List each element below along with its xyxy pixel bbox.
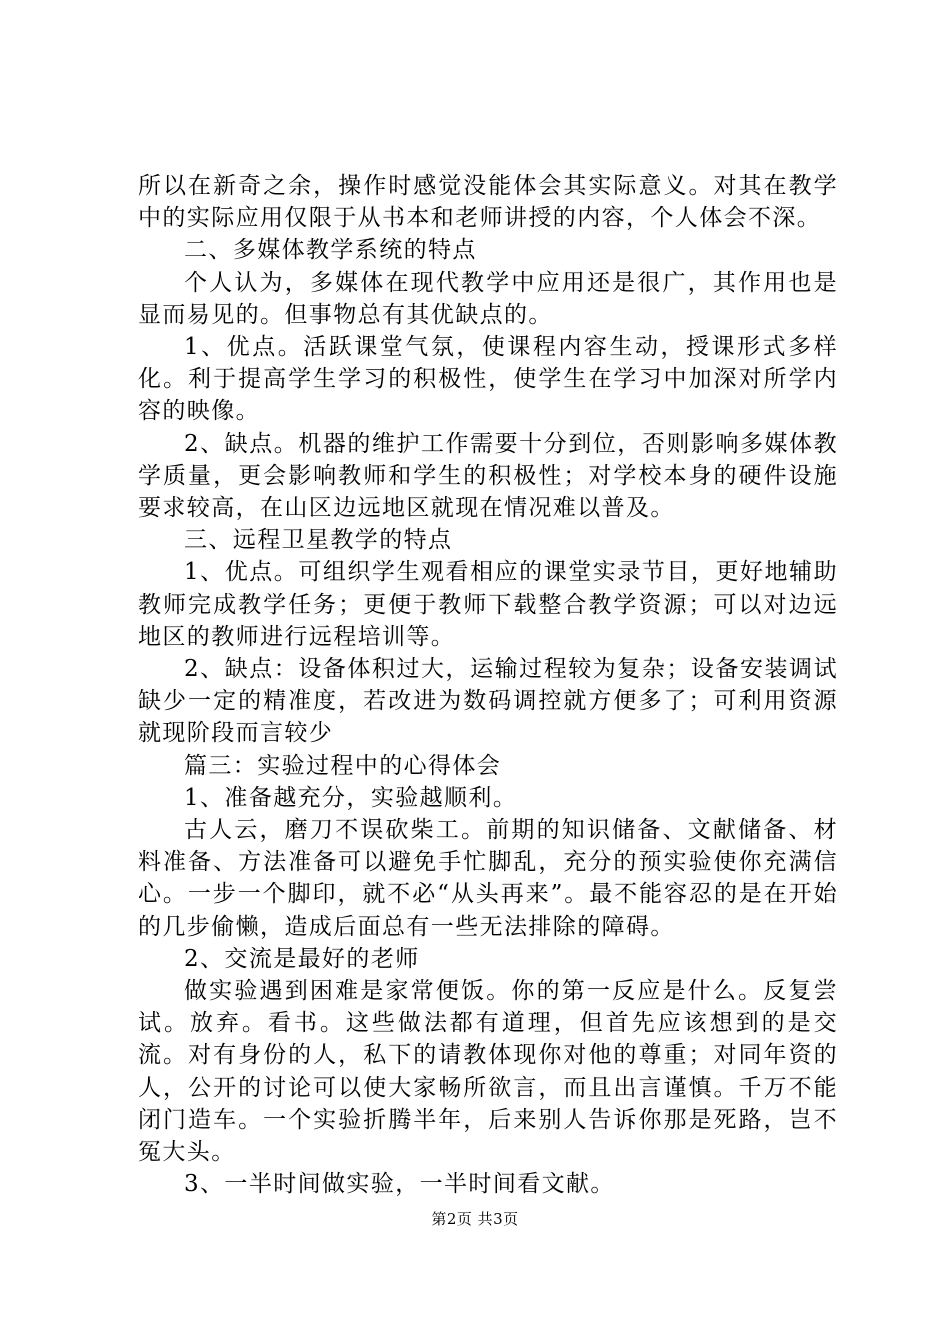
section-heading-multimedia: 二、多媒体教学系统的特点 bbox=[184, 237, 477, 264]
paragraph-multimedia-disadvantages: 2、缺点。机器的维护工作需要十分到位，否则影响多媒体教学质量，更会影响教师和学生的积极性；对学校本身的硬件设施要求较高，在山区边远地区就现在情况难以普及。 bbox=[138, 430, 838, 522]
paragraph-continuation: 所以在新奇之余，操作时感觉没能体会其实际意义。对其在教学中的实际应用仅限于从书本和老师讲授的内容，个人体会不深。 bbox=[138, 173, 838, 232]
paragraph-multimedia-intro: 个人认为，多媒体在现代教学中应用还是很广，其作用也是显而易见的。但事物总有其优缺点的。 bbox=[138, 269, 838, 328]
chapter-heading-experiment: 篇三：实验过程中的心得体会 bbox=[184, 752, 502, 779]
page-number-footer: 第2页 共3页 bbox=[431, 1210, 519, 1228]
subheading-communication: 2、交流是最好的老师 bbox=[184, 945, 420, 972]
document-body bbox=[138, 170, 838, 1201]
section-heading-satellite: 三、远程卫星教学的特点 bbox=[184, 527, 453, 554]
subheading-literature: 3、一半时间做实验，一半时间看文献。 bbox=[184, 1171, 615, 1198]
subheading-preparation: 1、准备越充分，实验越顺利。 bbox=[184, 784, 518, 811]
paragraph-satellite-disadvantages: 2、缺点：设备体积过大，运输过程较为复杂；设备安装调试缺少一定的精准度，若改进为数码调控就方便多了；可利用资源就现阶段而言较少 bbox=[138, 656, 838, 747]
paragraph-satellite-advantages: 1、优点。可组织学生观看相应的课堂实录节目，更好地辅助教师完成教学任务；更便于教师下载整合教学资源；可以对边远地区的教师进行远程培训等。 bbox=[138, 559, 838, 650]
paragraph-multimedia-advantages: 1、优点。活跃课堂气氛，使课程内容生动，授课形式多样化。利于提高学生学习的积极性，使学生在学习中加深对所学内容的映像。 bbox=[138, 334, 838, 425]
paragraph-communication: 做实验遇到困难是家常便饭。你的第一反应是什么。反复尝试。放弃。看书。这些做法都有道理，但首先应该想到的是交流。对有身份的人，私下的请教体现你对他的尊重；对同年资的人，公开的讨论可以使大家畅所欲言，而且出言谨慎。千万不能闭门造车。一个实验折腾半年，后来别人告诉你那是死路，岂不冤大头。 bbox=[138, 978, 838, 1166]
paragraph-preparation: 古人云，磨刀不误砍柴工。前期的知识储备、文献储备、材料准备、方法准备可以避免手忙脚乱，充分的预实验使你充满信心。一步一个脚印，就不必“从头再来”。最不能容忍的是在开始的几步偷懒，造成后面总有一些无法排除的障碍。 bbox=[138, 817, 838, 940]
